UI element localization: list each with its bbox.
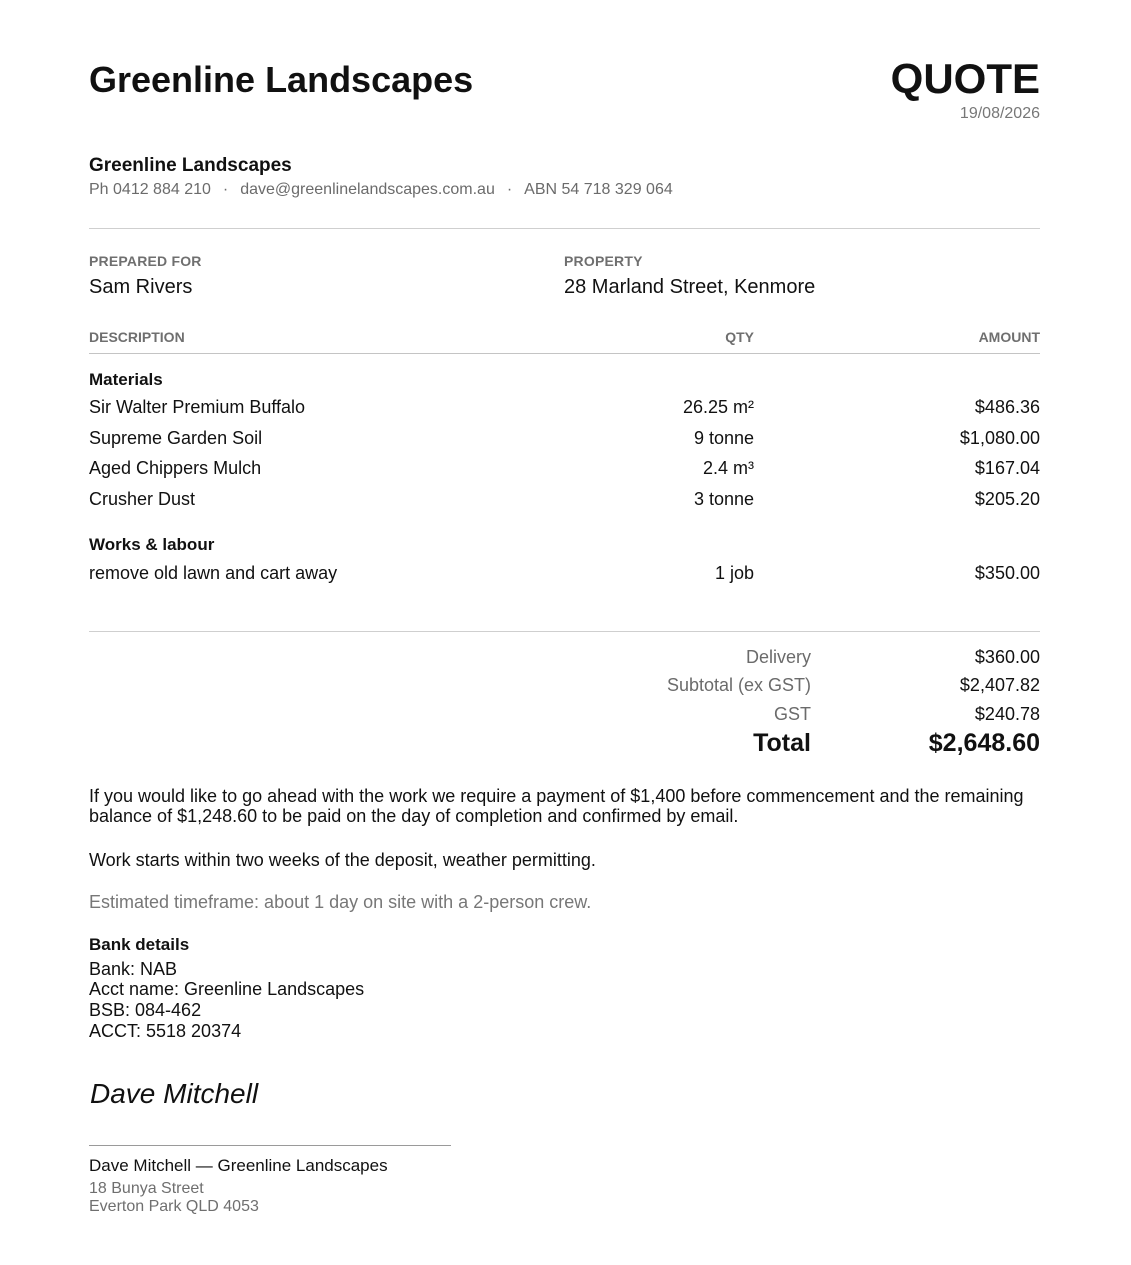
bank-name: Bank: NAB (89, 959, 178, 979)
email-address: dave@greenlinelandscapes.com.au (240, 181, 495, 198)
property-label: PROPERTY (564, 253, 643, 269)
delivery-amount: $360.00 (974, 647, 1040, 667)
separator: · (222, 181, 229, 198)
line-item (89, 397, 1040, 419)
payment-terms: If you would like to go ahead with the work we require a payment of $1,400 before commencement and the remaining balance of $1,248.60 to be paid on the day of completion and confirmed by email. (89, 786, 1024, 826)
item-amount: $1,080.00 (959, 428, 1040, 448)
business-name: Greenline Landscapes (89, 155, 292, 176)
gst-amount: $240.78 (974, 704, 1040, 724)
item-description: Supreme Garden Soil (89, 428, 263, 448)
account-name: Acct name: Greenline Landscapes (89, 979, 365, 999)
item-qty: 9 tonne (693, 428, 754, 448)
prepared-for-label: PREPARED FOR (89, 253, 202, 269)
timeframe-note: Estimated timeframe: about 1 day on site with a 2-person crew. (89, 892, 592, 912)
line-item (89, 489, 1040, 511)
item-qty: 26.25 m² (682, 397, 754, 417)
address-line-2: Everton Park QLD 4053 (89, 1198, 259, 1215)
line-item (89, 563, 1040, 585)
item-description: Crusher Dust (89, 489, 196, 509)
item-amount: $205.20 (974, 489, 1040, 509)
item-description: remove old lawn and cart away (89, 563, 338, 583)
column-header-qty: QTY (725, 329, 754, 345)
signatory-name: Dave Mitchell — Greenline Landscapes (89, 1156, 388, 1175)
account-number: ACCT: 5518 20374 (89, 1021, 242, 1041)
total-amount: $2,648.60 (928, 729, 1040, 757)
delivery-label: Delivery (745, 647, 811, 667)
item-description: Sir Walter Premium Buffalo (89, 397, 306, 417)
document-type: QUOTE (890, 55, 1040, 102)
subtotal-amount: $2,407.82 (959, 675, 1040, 695)
total-label: Total (753, 729, 811, 757)
item-amount: $486.36 (974, 397, 1040, 417)
gst-label: GST (773, 704, 811, 724)
line-item (89, 458, 1040, 480)
group-title-materials: Materials (89, 370, 163, 389)
business-title: Greenline Landscapes (89, 59, 474, 100)
totals-divider (89, 631, 1040, 632)
client-name: Sam Rivers (89, 276, 193, 298)
subtotal-label: Subtotal (ex GST) (666, 675, 811, 695)
column-header-description: DESCRIPTION (89, 329, 185, 345)
signature: Dave Mitchell (90, 1078, 259, 1109)
item-qty: 3 tonne (693, 489, 754, 509)
bank-details-title: Bank details (89, 935, 190, 954)
item-qty: 2.4 m³ (702, 458, 754, 478)
contact-line (89, 181, 673, 199)
address-line-1: 18 Bunya Street (89, 1180, 204, 1197)
group-title-works-labour: Works & labour (89, 535, 215, 554)
item-amount: $167.04 (974, 458, 1040, 478)
header-divider (89, 228, 1040, 229)
separator: · (506, 181, 513, 198)
signature-line (89, 1145, 451, 1146)
phone-number: Ph 0412 884 210 (89, 181, 211, 198)
item-description: Aged Chippers Mulch (89, 458, 262, 478)
table-header-divider (89, 353, 1040, 354)
item-qty: 1 job (714, 563, 754, 583)
column-header-amount: AMOUNT (978, 329, 1040, 345)
abn-number: ABN 54 718 329 064 (524, 181, 673, 198)
line-item (89, 428, 1040, 450)
property-address: 28 Marland Street, Kenmore (564, 276, 816, 298)
quote-date: 19/08/2026 (959, 105, 1040, 122)
bsb-number: BSB: 084-462 (89, 1000, 202, 1020)
item-amount: $350.00 (974, 563, 1040, 583)
start-note: Work starts within two weeks of the deposit, weather permitting. (89, 850, 596, 870)
